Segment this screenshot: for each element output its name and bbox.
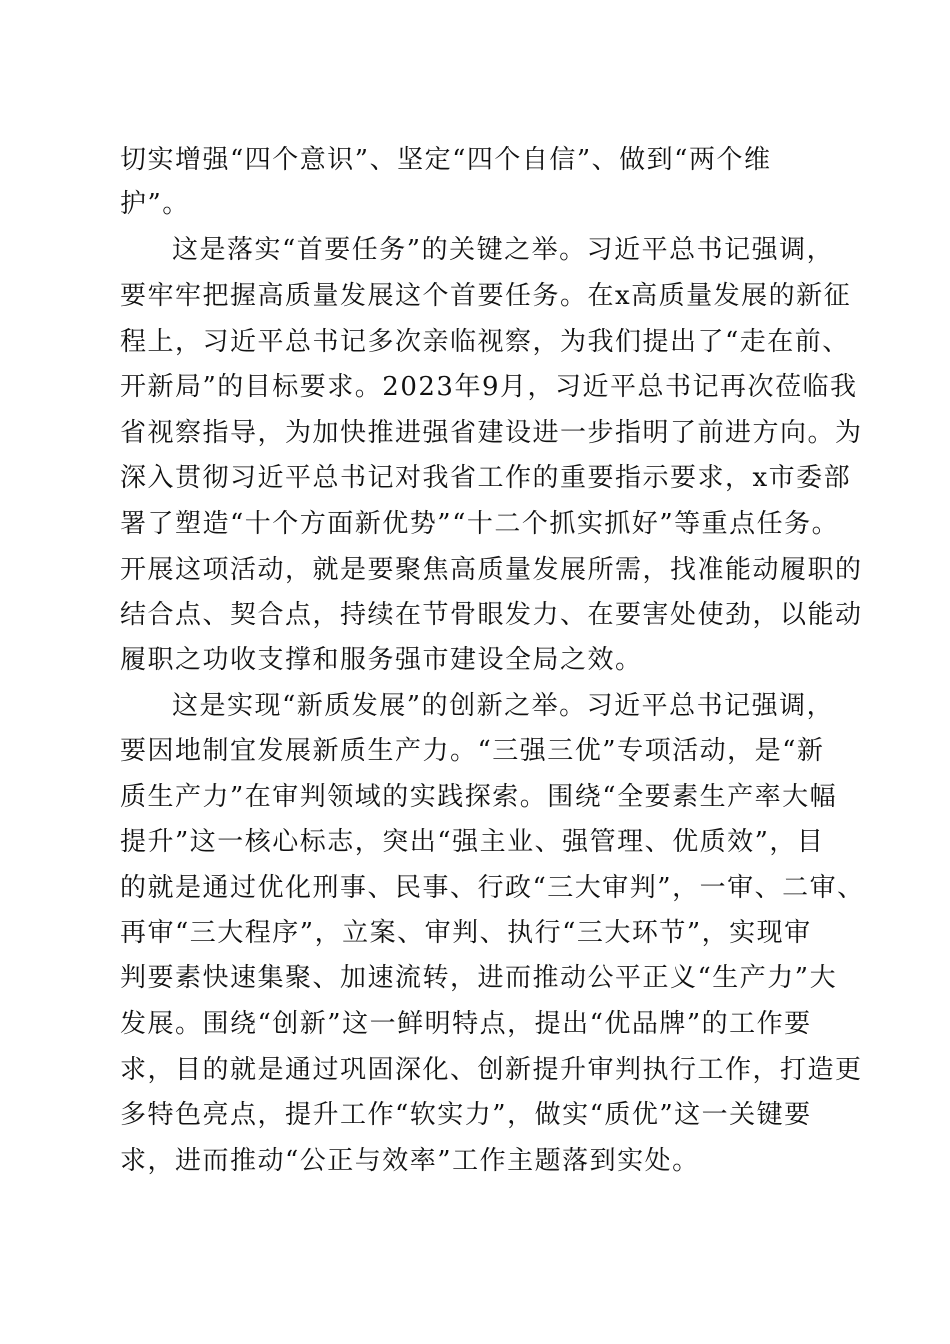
text-line: 结合点、契合点，持续在节骨眼发力、在要害处使劲，以能动 [120, 600, 863, 630]
text-line: 发展。围绕“创新”这一鲜明特点，提出“优品牌”的工作要 [120, 1009, 812, 1039]
text-line: 多特色亮点，提升工作“软实力”，做实“质优”这一关键要 [120, 1100, 812, 1130]
text-line: 切实增强“四个意识”、坚定“四个自信”、做到“两个维 [120, 145, 772, 175]
text-line: 提升”这一核心标志，突出“强主业、强管理、优质效”，目 [120, 827, 825, 857]
text-line: 程上，习近平总书记多次亲临视察，为我们提出了“走在前、 [120, 327, 850, 357]
paragraph-start-line: 这是落实“首要任务”的关键之举。习近平总书记强调， [172, 235, 835, 265]
text-line: 开展这项活动，就是要聚焦高质量发展所需，找准能动履职的 [120, 555, 863, 585]
text-line: 的就是通过优化刑事、民事、行政“三大审判”，一审、二审、 [120, 873, 865, 903]
paragraph-start-line: 这是实现“新质发展”的创新之举。习近平总书记强调， [172, 691, 835, 721]
text-line: 要因地制宜发展新质生产力。“三强三优”专项活动，是“新 [120, 736, 825, 766]
text-line: 开新局”的目标要求。2023年9月，习近平总书记再次莅临我 [120, 372, 858, 402]
text-line: 署了塑造“十个方面新优势”“十二个抓实抓好”等重点任务。 [120, 509, 840, 539]
text-line: 履职之功收支撑和服务强市建设全局之效。 [120, 645, 643, 675]
text-line: 省视察指导，为加快推进强省建设进一步指明了前进方向。为 [120, 418, 863, 448]
text-line: 深入贯彻习近平总书记对我省工作的重要指示要求，x市委部 [120, 463, 852, 493]
text-line: 要牢牢把握高质量发展这个首要任务。在x高质量发展的新征 [120, 281, 852, 311]
text-line: 求，目的就是通过巩固深化、创新提升审判执行工作，打造更 [120, 1055, 863, 1085]
text-line: 求，进而推动“公正与效率”工作主题落到实处。 [120, 1146, 700, 1176]
text-line: 判要素快速集聚、加速流转，进而推动公平正义“生产力”大 [120, 963, 838, 993]
text-line: 质生产力”在审判领域的实践探索。围绕“全要素生产率大幅 [120, 782, 838, 812]
text-line: 护”。 [120, 189, 190, 219]
text-line: 再审“三大程序”，立案、审判、执行“三大环节”，实现审 [120, 918, 812, 948]
